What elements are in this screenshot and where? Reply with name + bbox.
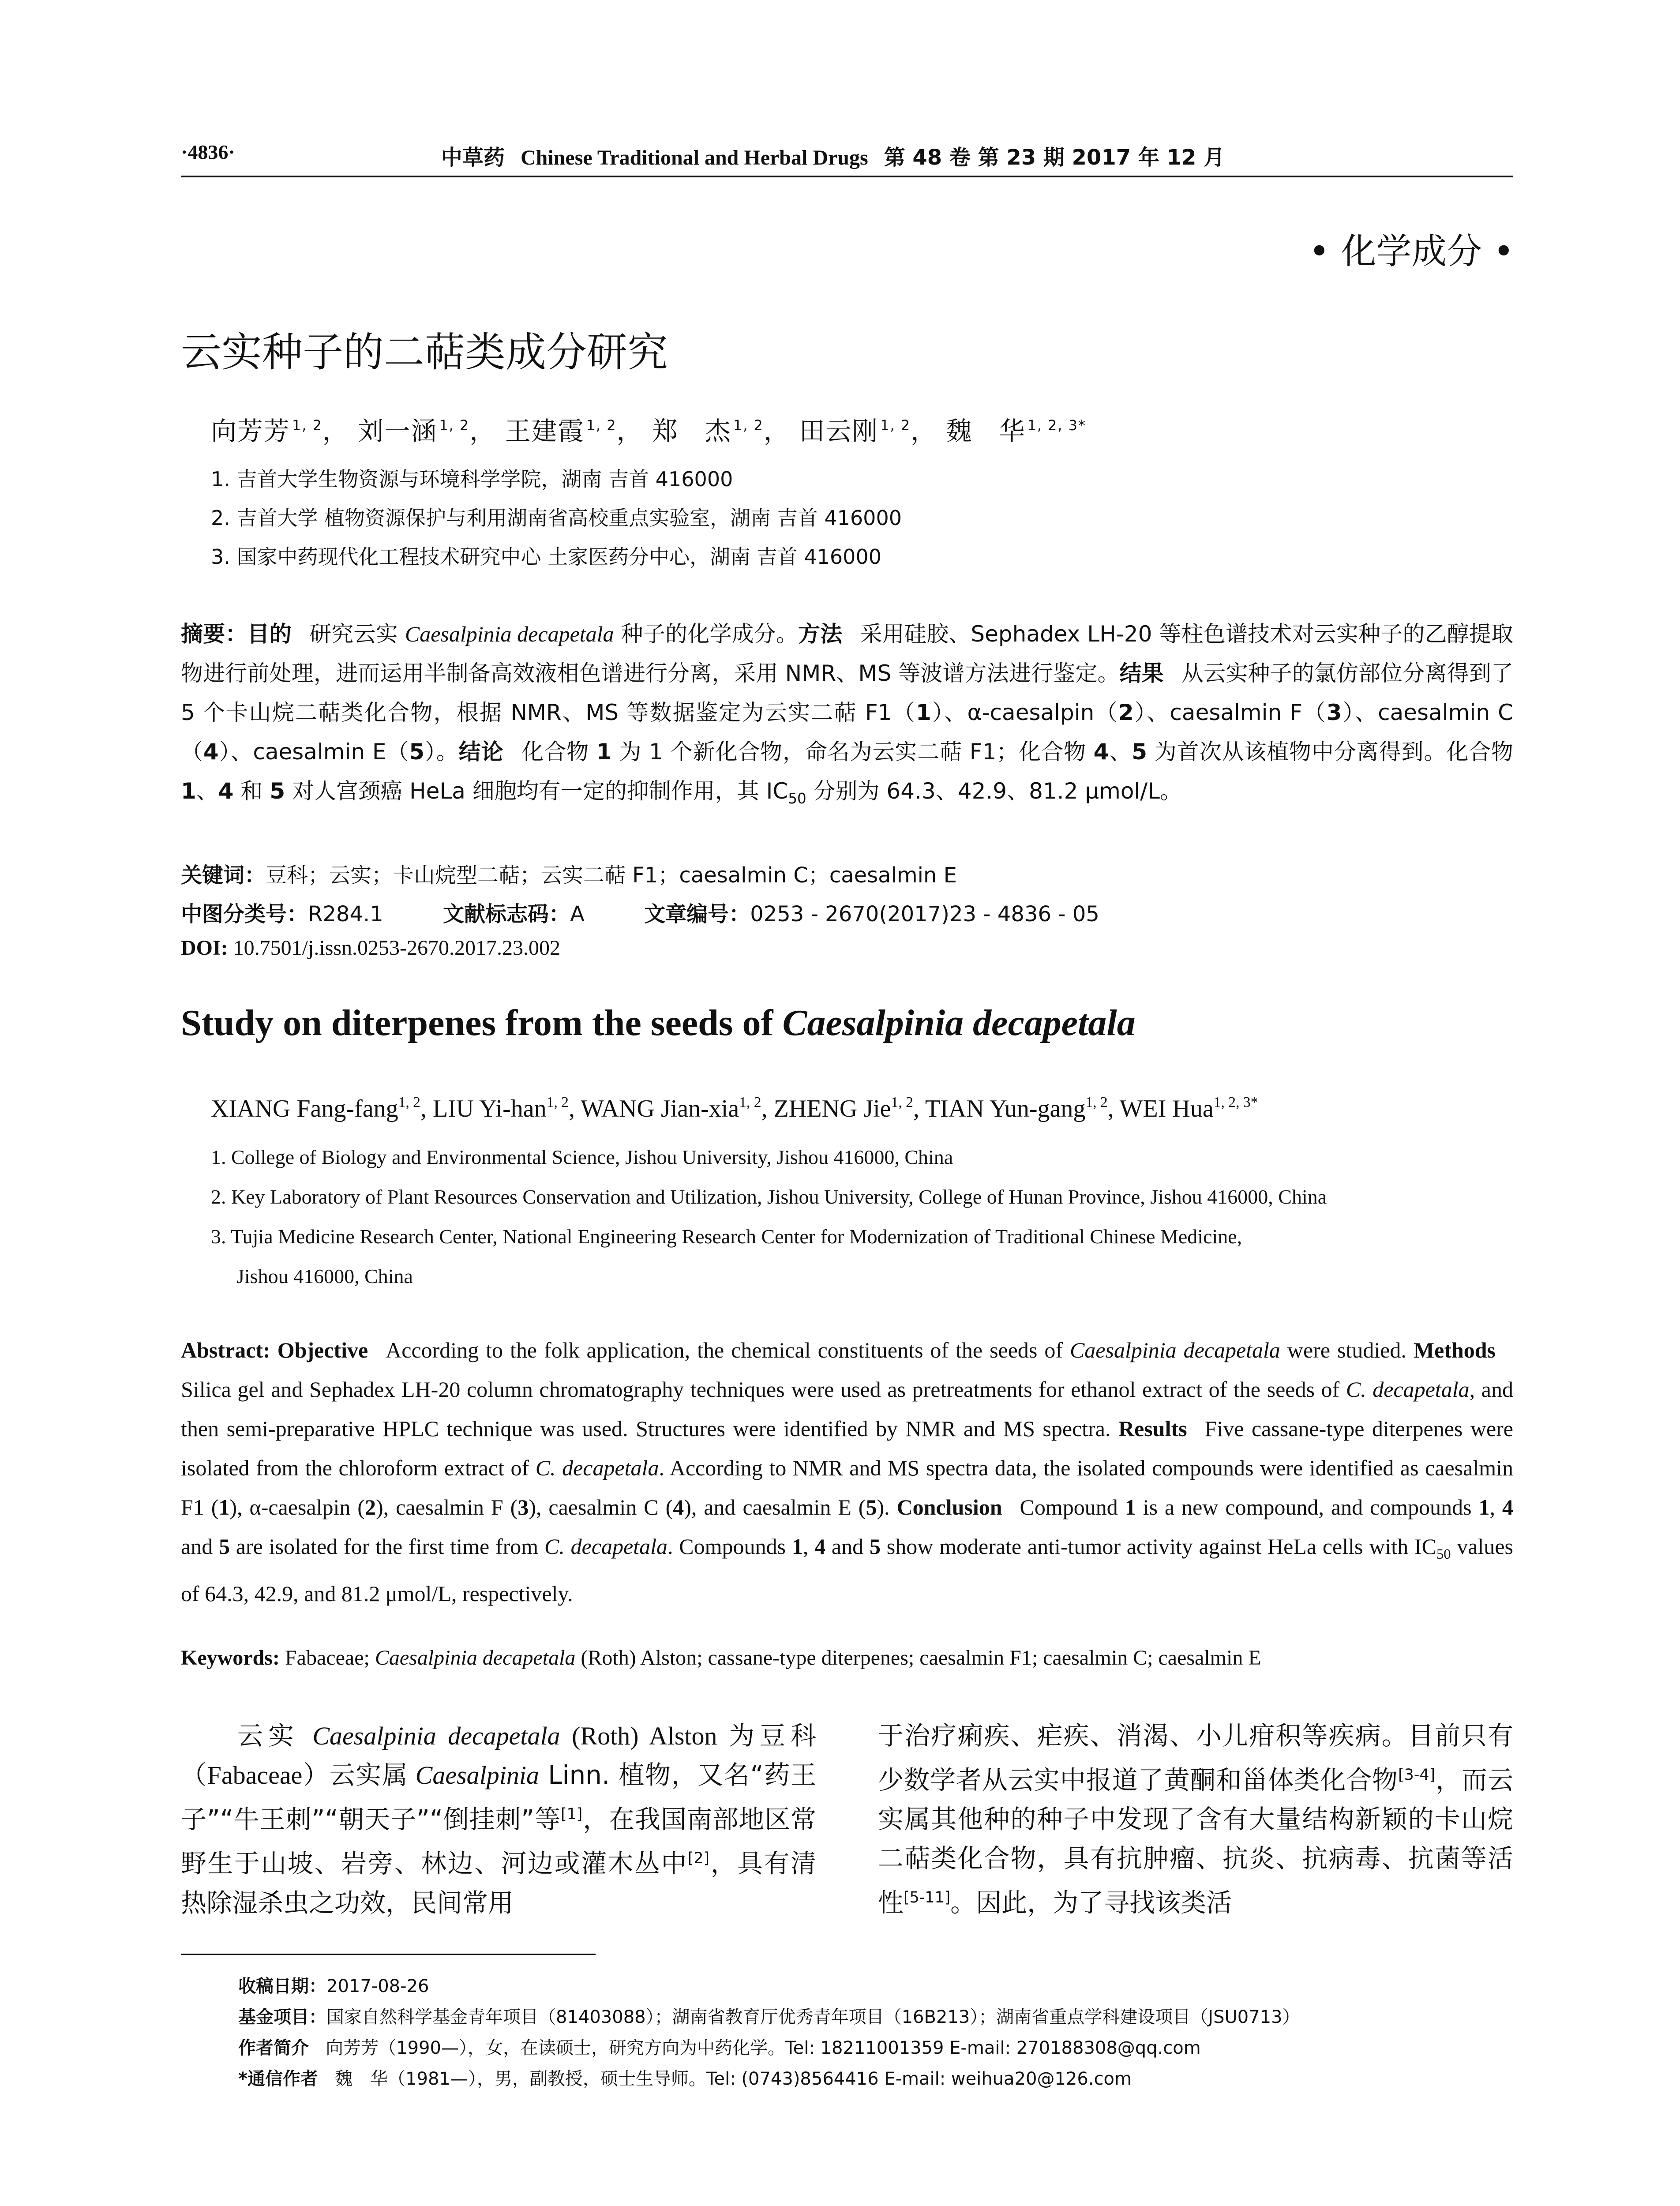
footnote-text: 向芳芳（1990—），女，在读硕士，研究方向为中药化学。Tel: 18211001359 E-mail: 270188308@qq.com [326,2038,1201,2058]
keywords-cn [181,858,957,889]
doc-code-value: A [570,902,585,927]
compound-number: 1 [181,778,196,804]
abstract-text: ), caesalmin C ( [529,1495,673,1519]
compound-number: 2 [364,1495,376,1519]
compound-number: 5 [219,1534,230,1559]
affiliation-cn: 1. 吉首大学生物资源与环境科学学院，湖南 吉首 416000 [211,467,733,491]
ic50-subscript: 50 [788,790,806,807]
author-affiliation-marker: 1, 2 [1085,1094,1108,1111]
abstract-text: Compound [1020,1495,1125,1519]
body-text: ，具有清热除湿杀虫之功效，民间常用 [181,1848,816,1918]
body-text: Linn. 植物，又名“药王子”“牛王刺”“朝天子”“倒挂刺”等 [181,1760,817,1835]
compound-number: 1 [1478,1495,1490,1519]
abstract-text: were studied. [1280,1338,1406,1362]
species-name: Caesalpinia decapetala [312,1722,560,1750]
species-name: C. decapetala [535,1456,659,1480]
abstract-text: ), caesalmin F ( [375,1495,518,1519]
body-column-left [181,1716,816,1923]
author-affiliation-marker: 1, 2, 3* [1027,416,1086,434]
results-label: Results [1118,1416,1187,1441]
affiliation-cn: 3. 国家中药现代化工程技术研究中心 土家医药分中心，湖南 吉首 416000 [211,545,881,569]
abstract-text: 和 [233,778,270,804]
compound-number: 5 [270,778,285,804]
abstract-text: 采用硅胶、Sephadex LH-20 等柱色谱技术对云实种子的乙醇提取物进行前处理，进而运用半制备高效液相色谱进行分离，采用 NMR、MS 等波谱方法进行鉴定。 [181,621,1514,686]
abstract-text: ）、caesalmin F（ [1133,700,1327,725]
compound-number: 4 [673,1495,684,1519]
footnote-label: 基金项目： [238,2007,326,2027]
section-label: • 化学成分 • [1309,231,1514,272]
compound-number: 1 [218,1495,230,1519]
footnote-fund [238,2003,1300,2028]
doi-link[interactable]: 10.7501/j.issn.0253-2670.2017.23.002 [233,936,561,960]
keywords-value: 豆科；云实；卡山烷型二萜；云实二萜 F1；caesalmin C；caesalmin E [266,863,957,888]
doi-line [181,936,560,960]
abstract-text: is a new compound, and compounds [1136,1495,1479,1519]
abstract-text: , [802,1534,815,1559]
citation-ref[interactable]: [1] [561,1805,583,1823]
running-header [181,140,1513,176]
abstract-text: show moderate anti-tumor activity against HeLa cells with IC [880,1534,1436,1559]
page-title-en [181,1002,1136,1044]
compound-number: 1 [791,1534,803,1559]
abstract-text: ）。 [424,739,459,765]
results-label: 结果 [1119,660,1164,686]
abstract-text: Silica gel and Sephadex LH-20 column chromatography techniques were used as pretreatments for ethanol extract of the seeds of [181,1377,1346,1402]
compound-number: 5 [409,739,425,765]
abstract-text: 研究云实 [309,621,398,647]
citation-ref[interactable]: [3-4] [1398,1766,1436,1784]
footnote-received [238,1972,429,1997]
compound-number: 1 [596,739,612,765]
page-number: ·4836· [181,141,235,163]
abstract-text: . Compounds [668,1534,792,1559]
keywords-value: Fabaceae; [285,1646,375,1670]
clc-value: R284.1 [308,902,383,927]
compound-number: 1 [1125,1495,1136,1519]
compound-number: 5 [1132,739,1148,765]
author-name: 魏 华 [946,416,1026,446]
abstract-label: 摘要： [181,621,248,647]
author-name: 刘一涵 [358,416,438,446]
abstract-text: 为 1 个新化合物，命名为云实二萜 F1；化合物 [611,739,1094,765]
abstract-text: and [825,1534,870,1559]
author-affiliation-marker: 1, 2 [398,1094,420,1111]
abstract-text: ）、caesalmin C（ [181,700,1513,765]
compound-number: 4 [1502,1495,1513,1519]
journal-name-cn: 中草药 [441,145,505,170]
abstract-text: values of 64.3, 42.9, and 81.2 μmol/L, respectively. [181,1534,1513,1606]
footnote-rule [181,1954,596,1955]
abstract-text: Five cassane-type diterpenes were isolated from the chloroform extract of [181,1416,1513,1480]
author-affiliation-marker: 1, 2 [891,1094,913,1111]
species-name: C. decapetala [544,1534,668,1559]
compound-number: 4 [1093,739,1109,765]
compound-number: 2 [1118,700,1134,725]
author-name: 田云刚 [799,416,879,446]
abstract-text: ）、caesalmin E（ [218,739,409,765]
species-name: C. decapetala [1346,1377,1470,1402]
abstract-text: and [181,1534,219,1559]
article-no-label: 文章编号： [644,902,750,927]
footnote-text: 国家自然科学基金青年项目（81403088）；湖南省教育厅优秀青年项目（16B213）；湖南省重点学科建设项目（JSU0713） [326,2007,1300,2027]
journal-line [441,140,1225,171]
footnote-corresponding [238,2065,1132,2090]
abstract-text: , [1489,1495,1502,1519]
objective-label: Objective [277,1338,368,1362]
affiliation-en: 3. Tujia Medicine Research Center, National Engineering Research Center for Modernization of Traditional Chinese Medicine, [211,1225,1242,1248]
footnote-label: *通信作者 [238,2069,318,2089]
footnote-author [238,2034,1201,2059]
abstract-text: ), α-caesalpin ( [229,1495,365,1519]
body-text: (Roth) Alston 为豆科（Fabaceae）云实属 [181,1722,817,1790]
compound-number: 5 [866,1495,877,1519]
abstract-label: Abstract: [181,1338,270,1362]
abstract-text: 分别为 64.3、42.9、81.2 μmol/L。 [806,778,1182,804]
methods-label: Methods [1413,1338,1496,1362]
abstract-text: , and then semi-preparative HPLC technique was used. Structures were identified by NMR and MS spectra. [181,1377,1513,1441]
abstract-cn: 摘要：目的 研究云实 Caesalpinia decapetala 种子的化学成分。方法 采用硅胶、Sephadex LH-20 等柱色谱技术对云实种子的乙醇提取物进行前处理，进而运用半制备高效液相色谱进行分离，采用 NMR、MS 等波谱方法进行鉴定。结果 从云实种子的氯仿部位分离得到了 5 个卡山烷二萜类化合物，根据 NMR、MS 等数据鉴定为云实二萜 F1（1）、α-caesalpin（2）、caesalmin F（3）、caesalmin C（4）、caesalmin E（5）。结论 化合物 1 为 1 个新化合物，命名为云实二萜 F1；化合物 4、5 为首次从该植物中分离得到。化合物 1、4 和 5 对人宫颈癌 HeLa 细胞均有一定的抑制作用，其 $IC_{50}$ 分别为 64.3、42.9、81.2 μmol/L。 [181,621,1514,807]
author-affiliation-marker: 1, 2 [739,1094,761,1111]
body-text: 云实 [232,1721,313,1751]
abstract-text: . According to NMR and MS spectra data, the isolated compounds were identified as caesalmin F1 ( [181,1456,1513,1519]
author-list-cn: 向芳芳 $^{1, 2}$， 刘一涵 $^{1, 2}$， 王建霞 $^{1, 2}$， 郑 杰 $^{1, 2}$， 田云刚 $^{1, 2}$， 魏 华 $^{1, 2, 3*}$ [211,416,1086,446]
abstract-text: 为首次从该植物中分离得到。化合物 [1147,739,1514,765]
author-name: 向芳芳 [211,416,291,446]
doc-code-label: 文献标志码： [443,902,570,927]
abstract-text: 对人宫颈癌 HeLa 细胞均有一定的抑制作用，其 IC [285,778,788,804]
clc-label: 中图分类号： [181,902,308,927]
species-name: Caesalpinia decapetala [375,1646,576,1670]
author-affiliation-marker: 1, 2 [439,416,470,434]
abstract-text: are isolated for the first time from [230,1534,544,1559]
body-text: 。因此，为了寻找该类活 [950,1887,1232,1918]
journal-name-en: Chinese Traditional and Herbal Drugs [521,146,868,169]
body-text: ，在我国南部地区常野生于山坡、岩旁、林边、河边或灌木丛中 [181,1804,816,1879]
keywords-label: 关键词： [181,863,266,888]
citation-ref[interactable]: [5-11] [904,1889,951,1907]
citation-ref[interactable]: [2] [687,1850,710,1868]
keywords-value: (Roth) Alston; cassane-type diterpenes; caesalmin F1; caesalmin C; caesalmin E [575,1646,1261,1670]
conclusion-label: 结论 [458,739,504,765]
abstract-text: 从云实种子的氯仿部位分离得到了 5 个卡山烷二萜类化合物，根据 NMR、MS 等数据鉴定为云实二萜 F1（ [181,660,1514,725]
compound-number: 3 [518,1495,529,1519]
methods-label: 方法 [798,621,843,647]
genus-name: Caesalpinia [415,1761,539,1790]
compound-number: 5 [869,1534,881,1559]
author-affiliation-marker: 1, 2 [292,416,322,434]
abstract-en [181,1331,1513,1613]
author-affiliation-marker: 1, 2 [586,416,617,434]
compound-number: 4 [814,1534,826,1559]
author-name: TIAN Yun-gang [925,1095,1086,1122]
author-name: LIU Yi-han [432,1095,547,1122]
abstract-text: ), and caesalmin E ( [684,1495,866,1519]
footnote-label: 作者简介 [238,2038,309,2058]
header-rule [181,176,1513,177]
keywords-label: Keywords: [181,1646,280,1670]
title-text: Study on diterpenes from the seeds of [181,1002,783,1043]
issue-info: 第 48 卷 第 23 期 2017 年 12 月 [884,145,1225,170]
abstract-text: 种子的化学成分。 [621,621,799,647]
abstract-text: 、 [1109,739,1132,765]
compound-number: 1 [916,700,931,725]
author-name: WEI Hua [1119,1095,1214,1122]
author-affiliation-marker: 1, 2 [546,1094,569,1111]
classification-line [181,897,1099,927]
compound-number: 3 [1326,700,1342,725]
author-affiliation-marker: 1, 2, 3* [1213,1094,1258,1111]
author-name: 王建霞 [505,416,585,446]
conclusion-label: Conclusion [896,1495,1002,1519]
objective-label: 目的 [247,621,292,647]
article-no-value: 0253 - 2670(2017)23 - 4836 - 05 [750,902,1099,927]
affiliation-en: 1. College of Biology and Environmental Science, Jishou University, Jishou 416000, China [211,1146,953,1168]
abstract-text: ）、α-caesalpin（ [931,700,1118,725]
body-text: 于治疗痢疾、疟疾、消渴、小儿疳积等疾病。目前只有少数学者从云实中报道了黄酮和甾体类化合物 [878,1721,1513,1795]
compound-number: 4 [218,778,234,804]
footnote-label: 收稿日期： [238,1976,326,1996]
abstract-text: 化合物 [521,739,596,765]
author-name: ZHENG Jie [773,1095,891,1122]
abstract-text: ). [877,1495,890,1519]
ic50-subscript: 50 [1436,1546,1451,1562]
author-list-en: XIANG Fang-fang$^{1, 2}$, LIU Yi-han$^{1, 2}$, WANG Jian-xia$^{1, 2}$, ZHENG Jie$^{1, 2}$, TIAN Yun-gang$^{1, 2}$, WEI Hua$^{1, 2, 3*}$ [211,1094,1258,1122]
species-name: Caesalpinia decapetala [1069,1338,1280,1362]
author-affiliation-marker: 1, 2 [733,416,764,434]
body-column-right [878,1716,1513,1923]
footnote-text: 魏 华（1981—），男，副教授，硕士生导师。Tel: (0743)8564416 E-mail: weihua20@126.com [335,2069,1132,2089]
affiliation-cn: 2. 吉首大学 植物资源保护与利用湖南省高校重点实验室，湖南 吉首 416000 [211,506,902,530]
footnote-text: 2017-08-26 [326,1976,429,1996]
author-affiliation-marker: 1, 2 [880,416,911,434]
affiliation-en: 2. Key Laboratory of Plant Resources Conservation and Utilization, Jishou University, College of Hunan Province, Jishou 416000, China [211,1186,1327,1208]
author-name: XIANG Fang-fang [211,1095,398,1122]
author-name: 郑 杰 [652,416,731,446]
doi-label: DOI: [181,936,228,960]
compound-number: 4 [203,739,219,765]
species-name: Caesalpinia decapetala [782,1002,1136,1043]
page-title-cn: 云实种子的二萜类成分研究 [181,329,668,376]
species-name: Caesalpinia decapetala [405,622,614,646]
affiliation-en: Jishou 416000, China [236,1265,413,1287]
abstract-text: According to the folk application, the chemical constituents of the seeds of [386,1338,1070,1362]
body-text: ，而云实属其他种的种子中发现了含有大量结构新颖的卡山烷二萜类化合物，具有抗肿瘤、抗炎、抗病毒、抗菌等活性 [878,1765,1513,1918]
keywords-en [181,1646,1261,1670]
author-name: WANG Jian-xia [580,1095,739,1122]
